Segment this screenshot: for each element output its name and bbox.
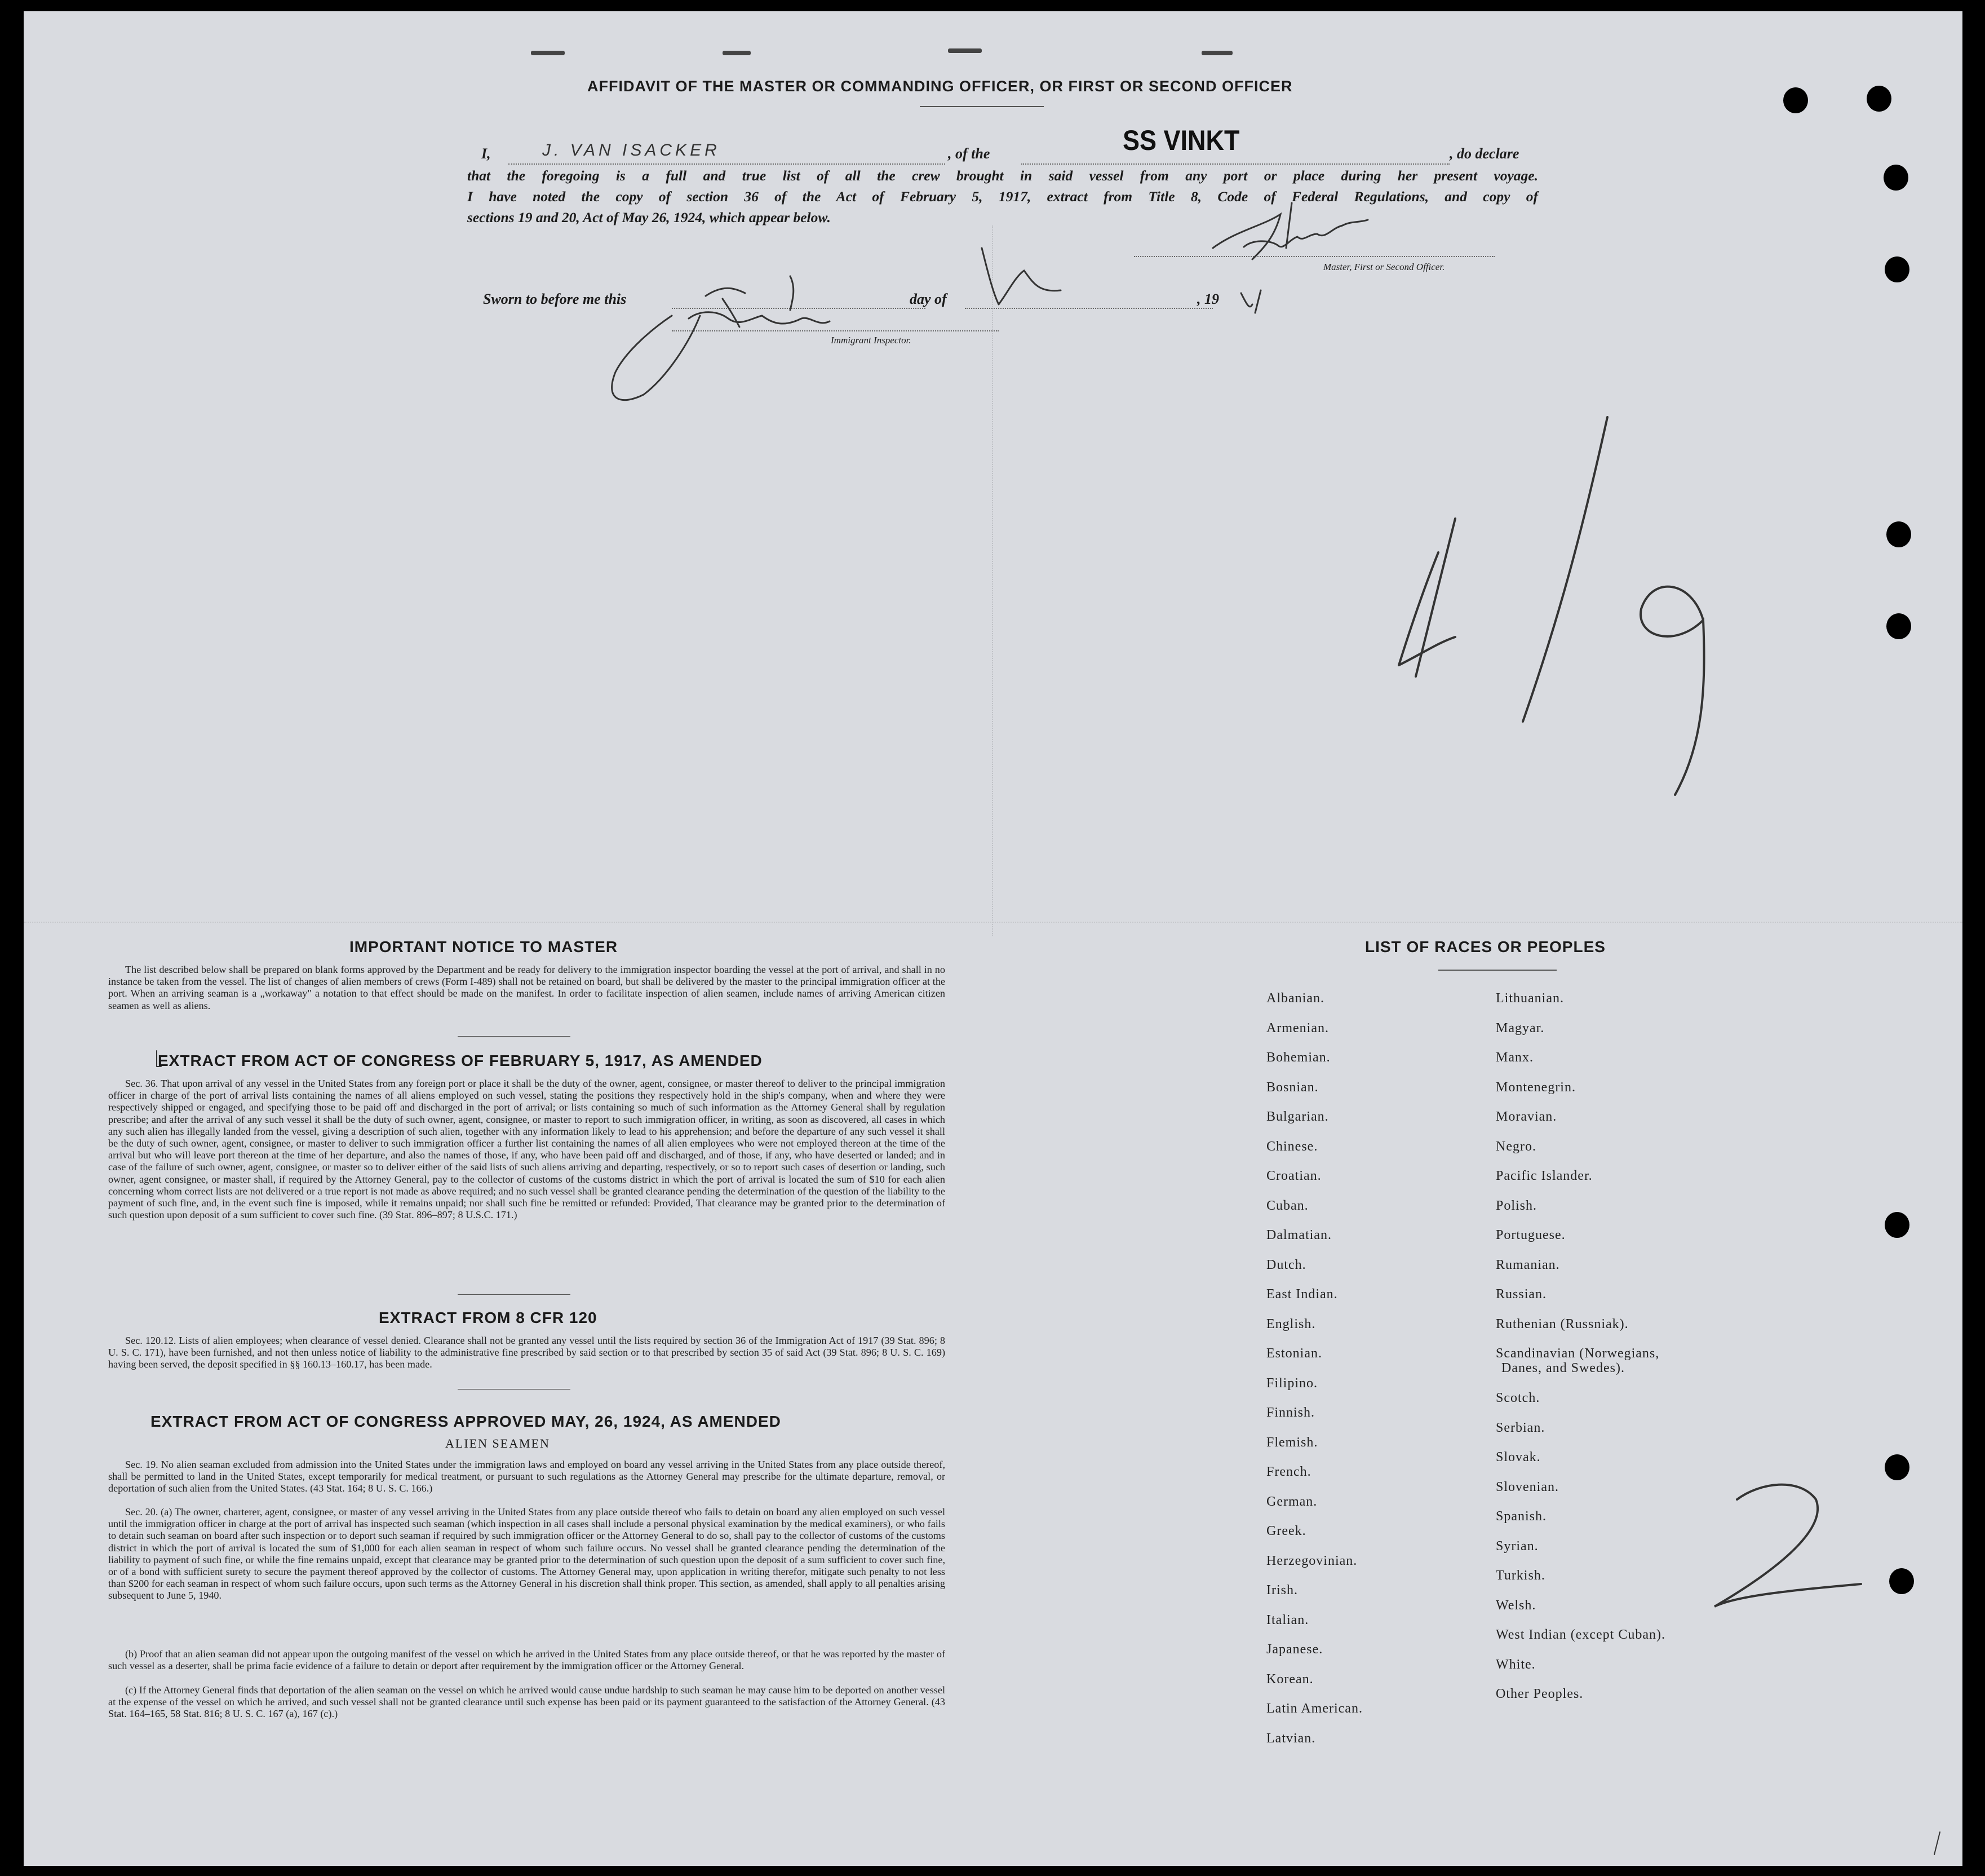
race-list-item: White.	[1496, 1657, 1536, 1672]
race-list-item: Scandinavian (Norwegians,	[1496, 1346, 1660, 1361]
race-list-item: Danes, and Swedes).	[1501, 1361, 1625, 1375]
sworn-month-mark	[982, 248, 1061, 304]
sworn-label: Sworn to before me this	[483, 291, 627, 307]
affidavit-line-2: I have noted the copy of section 36 of the Act of February 5, 1917, extract from Title 8, Code of Federal Regulations, and copy of	[467, 188, 1538, 205]
race-list-item: Bohemian.	[1266, 1050, 1331, 1065]
race-list-item: Portuguese.	[1496, 1228, 1566, 1242]
races-title: LIST OF RACES OR PEOPLES	[1365, 938, 1606, 955]
declarant-name: J. VAN ISACKER	[542, 141, 720, 160]
alien-seamen-subtitle: ALIEN SEAMEN	[445, 1436, 550, 1450]
year-prefix: , 19	[1197, 291, 1219, 307]
race-list-item: Slovenian.	[1496, 1479, 1559, 1494]
race-list-item: Moravian.	[1496, 1109, 1557, 1124]
inspector-caption: Immigrant Inspector.	[831, 335, 911, 346]
race-list-item: Pacific Islander.	[1496, 1169, 1593, 1183]
race-list-item: Latvian.	[1266, 1731, 1316, 1746]
race-list-item: Latin American.	[1266, 1701, 1363, 1716]
race-list-item: Bulgarian.	[1266, 1109, 1329, 1124]
race-list-item: Dalmatian.	[1266, 1228, 1332, 1242]
race-list-item: Cuban.	[1266, 1198, 1309, 1213]
notice-text: The list described below shall be prepared on blank forms approved by the Department and be ready for delivery to the immigration inspector boarding the vessel at the port of arrival, and shall in no instance be taken from the vessel. The list of changes of alien members of crews (Form I-489) shall not be retained on board, but shall be delivered by the master to the principal immigration officer at the port. When an arriving seaman is a „workaway" a notation to that effect should be made on the manifest. In order to facilitate inspection of alien seamen, include names of arriving American citizen seamen as well as aliens.	[108, 964, 945, 1011]
race-list-item: Serbian.	[1496, 1420, 1545, 1435]
race-list-item: Manx.	[1496, 1050, 1534, 1065]
race-list-item: Welsh.	[1496, 1598, 1536, 1613]
race-list-item: Ruthenian (Russniak).	[1496, 1316, 1629, 1331]
race-list-item: Korean.	[1266, 1671, 1314, 1687]
race-list-item: Spanish.	[1496, 1509, 1547, 1524]
race-list-item: Filipino.	[1266, 1375, 1318, 1391]
race-list-item: Armenian.	[1266, 1020, 1329, 1036]
race-list-item: Polish.	[1496, 1198, 1538, 1213]
race-list-item: Albanian.	[1266, 991, 1324, 1006]
handwritten-9	[1641, 587, 1704, 795]
race-list-item: English.	[1266, 1316, 1316, 1331]
affidavit-line-1: that the foregoing is a full and true list of all the crew brought in said vessel from any port or place during her present voyage.	[467, 167, 1538, 184]
extract-1924-sec20c: (c) If the Attorney General finds that deportation of the alien seaman on the vessel on which he arrived would cause undue hardship to such seaman he may cause him to be deported on another vessel at the expense of the vessel on which he arrived, and such vessel shall not be granted clearance until such expense has been paid or its payment guaranteed to the satisfaction of the Attorney General. (43 Stat. 164–165, 58 Stat. 816; 8 U. S. C. 167 (a), 167 (c).)	[108, 1684, 945, 1720]
extract-1924-sec20b: (b) Proof that an alien seaman did not appear upon the outgoing manifest of the vessel on which he arrived in the United States from any place outside thereof, or that he was reported by the master of such vessel as a deserter, shall be prima facie evidence of a failure to detain or deport after requirement by the immigration officer or the Attorney General.	[108, 1648, 945, 1672]
race-list-item: Lithuanian.	[1496, 991, 1564, 1006]
race-list-item: Flemish.	[1266, 1435, 1318, 1450]
race-list-item: Russian.	[1496, 1287, 1547, 1302]
i-label: I,	[481, 145, 491, 162]
year-mark	[1241, 290, 1261, 313]
bracket-mark	[157, 1051, 161, 1067]
race-list-item: Finnish.	[1266, 1405, 1315, 1420]
race-list-item: Irish.	[1266, 1583, 1298, 1598]
race-list-item: Herzegovinian.	[1266, 1553, 1358, 1568]
race-list-item: Magyar.	[1496, 1020, 1545, 1036]
race-list-item: Italian.	[1266, 1612, 1309, 1627]
race-list-item: Japanese.	[1266, 1642, 1323, 1657]
do-declare-label: , do declare	[1450, 145, 1519, 162]
affidavit-title: AFFIDAVIT OF THE MASTER OR COMMANDING OFFICER, OR FIRST OR SECOND OFFICER	[587, 78, 1293, 95]
race-list-item: Turkish.	[1496, 1568, 1545, 1583]
extract-cfr-title: EXTRACT FROM 8 CFR 120	[379, 1309, 597, 1326]
day-of-label: day of	[910, 291, 947, 307]
race-list-item: Chinese.	[1266, 1139, 1318, 1154]
race-list-item: West Indian (except Cuban).	[1496, 1627, 1665, 1642]
handwriting-layer	[24, 11, 1962, 1866]
vessel-name: SS VINKT	[1123, 125, 1240, 156]
race-list-item: Dutch.	[1266, 1257, 1306, 1272]
master-caption: Master, First or Second Officer.	[1323, 262, 1445, 272]
corner-mark	[1934, 1832, 1940, 1855]
handwritten-2	[1714, 1485, 1861, 1607]
inspector-signature	[612, 299, 830, 400]
notice-title: IMPORTANT NOTICE TO MASTER	[349, 938, 618, 955]
sworn-day-mark	[706, 276, 794, 310]
affidavit-line-3: sections 19 and 20, Act of May 26, 1924, which appear below.	[467, 209, 831, 225]
extract-cfr-text: Sec. 120.12. Lists of alien employees; when clearance of vessel denied. Clearance shall not be granted any vessel until the lists required by section 36 of the Immigration Act of 1917 (39 Stat. 896; 8 U. S. C. 171), have been furnished, and not then unless notice of liability to the administrative fine prescribed by said section or to that prescribed by section 35 of said Act (39 Stat. 896; 8 U. S. C. 169) having been served, the deposit specified in §§ 160.13–160.17, has been made.	[108, 1335, 945, 1370]
extract-1924-sec19: Sec. 19. No alien seaman excluded from admission into the United States under the immigration laws and employed on board any vessel arriving in the United States from any place outside thereof, shall be permitted to land in the United States, except temporarily for medical treatment, or pursuant to such regulations as the Attorney General may prescribe for the ultimate departure, removal, or deportation of such alien from the United States. (43 Stat. 164; 8 U. S. C. 166.)	[108, 1459, 945, 1494]
race-list-item: Bosnian.	[1266, 1079, 1319, 1095]
document-page	[24, 11, 1962, 1866]
extract-1924-sec20a: Sec. 20. (a) The owner, charterer, agent, consignee, or master of any vessel arriving in the United States from any place outside thereof who fails to detain on board any alien employed on such vessel until the immigration officer in charge at the port of arrival has inspected such seaman (which inspection in all cases shall include a personal physical examination by the medical examiners), or who fails to detain such seaman on board after such inspection or to deport such seaman if required by such immigration officer or the Attorney General to do so, shall pay to the collector of customs of the customs district in which the port of arrival is located the sum of $1,000 for each alien seaman in respect of whom such failure occurs. No vessel shall be granted clearance pending the determination of the liability to payment of such fine, or while the fine remains unpaid, except that clearance may be granted prior to the determination of such question upon the deposit of a sum sufficient to cover such fine, or of a bond with sufficient surety to secure the payment thereof approved by the collector of customs. The Attorney General may, upon application in writing therefor, mitigate such penalty to not less than $200 for each seaman in respect of whom such failure occurs, upon such terms as the Attorney General in his discretion shall think proper. This section, as amended, shall apply to all penalties arising subsequent to June 5, 1940.	[108, 1506, 945, 1601]
race-list-item: French.	[1266, 1464, 1311, 1479]
race-list-item: Croatian.	[1266, 1169, 1322, 1183]
race-list-item: Scotch.	[1496, 1391, 1540, 1405]
extract-1917-title: EXTRACT FROM ACT OF CONGRESS OF FEBRUARY 5, 1917, AS AMENDED	[158, 1052, 763, 1069]
race-list-item: Greek.	[1266, 1524, 1306, 1538]
handwritten-slash	[1523, 417, 1607, 722]
race-list-item: Slovak.	[1496, 1450, 1541, 1464]
race-list-item: Montenegrin.	[1496, 1079, 1576, 1095]
race-list-item: Rumanian.	[1496, 1257, 1560, 1272]
race-list-item: East Indian.	[1266, 1287, 1338, 1302]
of-the-label: , of the	[948, 145, 990, 162]
race-list-item: Negro.	[1496, 1139, 1536, 1154]
race-list-item: Syrian.	[1496, 1538, 1539, 1554]
race-list-item: German.	[1266, 1494, 1318, 1509]
extract-1917-text: Sec. 36. That upon arrival of any vessel in the United States from any foreign port or place it shall be the duty of the owner, agent, consignee, or master thereof to deliver to the principal immigration officer in charge of the port of arrival lists containing the names of all aliens employed on such vessel, stating the positions they respectively hold in the ship's company, when and where they were respectively shipped or engaged, and specifying those to be paid off and discharged in the port of arrival; or lists containing so much of such information as the Attorney General shall by regulation prescribe; and after the arrival of any such vessel it shall be the duty of such owner, agent, consignee, or master to report to such immigration officer, in writing, as soon as discovered, all cases in which any such alien has illegally landed from the vessel, giving a description of such alien, together with any information likely to lead to his apprehension; and before the departure of any such vessel it shall be the duty of such owner, agent, consignee, or master to deliver to such immigration officer a further list containing the names of all alien employees who were not employed thereon at the time of the arrival but who will leave port thereon at the time of her departure, and also the names of those, if any, who have been paid off and discharged, and of those, if any, who have deserted or landed; and in case of the failure of such owner, agent, consignee, or master so to deliver either of the said lists of such aliens arriving and departing, respectively, or so to report such cases of desertion or landing, such owner, agent consignee, or master shall, if required by the Attorney General, pay to the collector of customs of the customs district in which the port of arrival is located the sum of $10 for each alien concerning whom correct lists are not delivered or a true report is not made as above required; and no such vessel shall be granted clearance pending the determination of the question of the liability to the payment of such fine, and, in the event such fine is imposed, while it remains unpaid; nor shall such fine be remitted or refunded: Provided, That clearance may be granted prior to the determination of such question upon deposit of a sum sufficient to cover such fine. (39 Stat. 896–897; 8 U.S.C. 171.)	[108, 1078, 945, 1221]
handwritten-4	[1399, 519, 1455, 676]
race-list-item: Other Peoples.	[1496, 1687, 1584, 1701]
race-list-item: Estonian.	[1266, 1346, 1322, 1361]
extract-1924-title: EXTRACT FROM ACT OF CONGRESS APPROVED MAY, 26, 1924, AS AMENDED	[150, 1413, 781, 1430]
master-signature	[1213, 203, 1368, 259]
